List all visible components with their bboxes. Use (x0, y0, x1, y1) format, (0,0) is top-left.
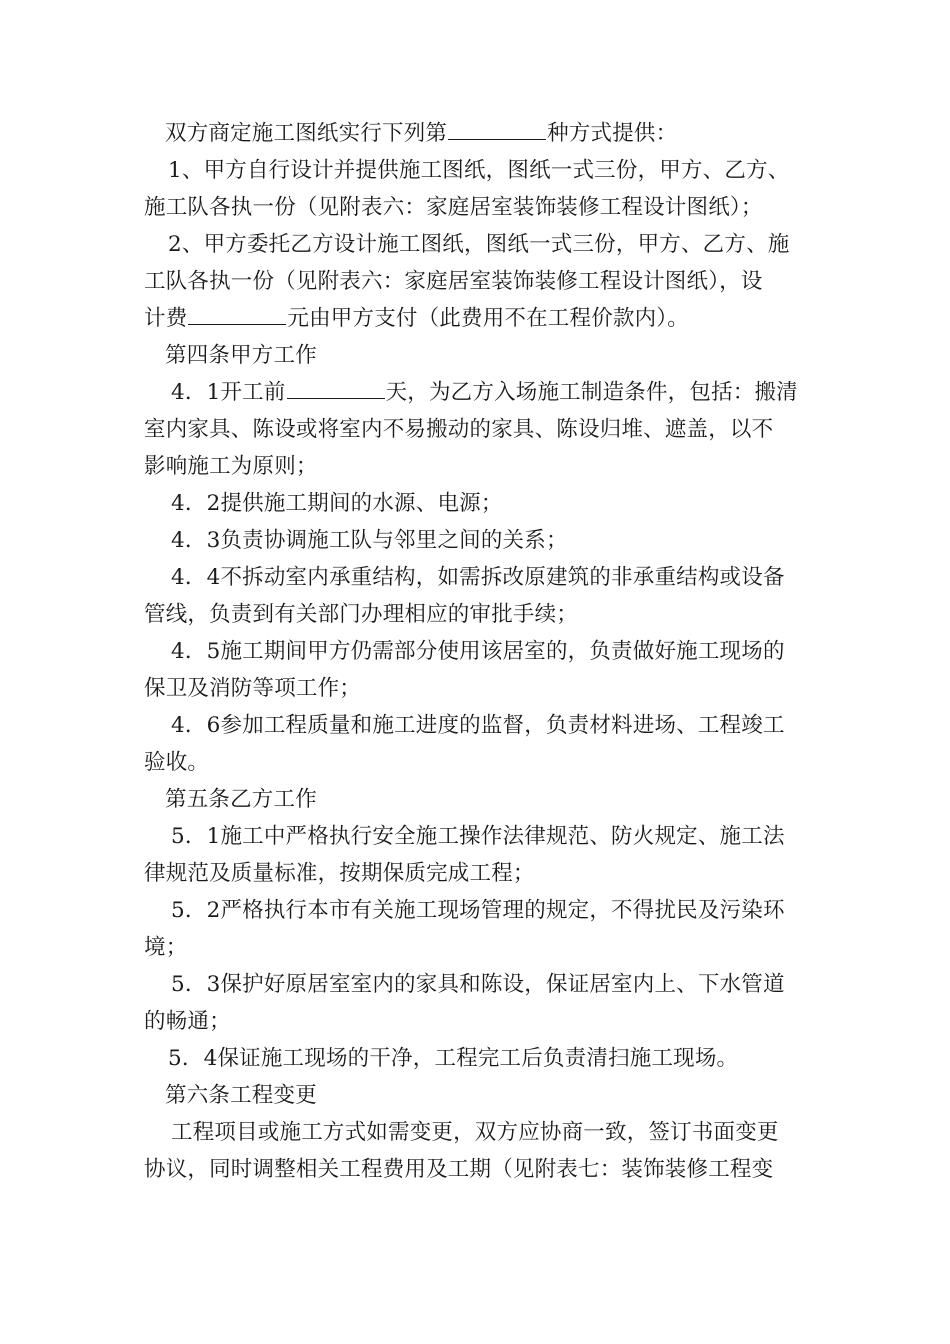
text-line: 5．3保护好原居室室内的家具和陈设，保证居室内上、下水管道 (171, 972, 785, 997)
text-line: 5．4保证施工现场的干净，工程完工后负责清扫施工现场。 (168, 1046, 739, 1071)
text-line: 保卫及消防等项工作； (144, 676, 362, 701)
section-heading: 第四条甲方工作 (165, 343, 317, 368)
text-line: 4．2提供施工期间的水源、电源； (171, 491, 503, 516)
text-line (144, 300, 809, 337)
text-segment: 天，为乙方入场施工制造条件，包括：搬清 (385, 380, 798, 405)
text-segment: 计费 (144, 306, 188, 331)
fill-in-blank (188, 302, 286, 325)
fill-in-blank (287, 376, 385, 399)
text-line: 工队各执一份（见附表六：家庭居室装饰装修工程设计图纸），设 (144, 269, 763, 294)
text-segment: 元由甲方支付（此费用不在工程价款内）。 (287, 306, 689, 331)
text-line: 4．3负责协调施工队与邻里之间的关系； (171, 528, 568, 553)
document-page (144, 115, 809, 1188)
fill-in-blank (448, 117, 546, 140)
text-line: 协议，同时调整相关工程费用及工期（见附表七：装饰装修工程变 (144, 1157, 774, 1182)
text-line: 4．5施工期间甲方仍需部分使用该居室的，负责做好施工现场的 (171, 639, 785, 664)
text-line: 1、甲方自行设计并提供施工图纸，图纸一式三份，甲方、乙方、 (168, 158, 790, 183)
text-segment: 种方式提供： (547, 121, 678, 146)
text-line: 5．2严格执行本市有关施工现场管理的规定，不得扰民及污染环 (171, 898, 785, 923)
text-line: 施工队各执一份（见附表六：家庭居室装饰装修工程设计图纸）； (144, 195, 763, 220)
text-line: 4．6参加工程质量和施工进度的监督，负责材料进场、工程竣工 (171, 713, 785, 738)
text-line: 境； (144, 935, 188, 960)
text-line: 的畅通； (144, 1009, 231, 1034)
text-line: 4．4不拆动室内承重结构，如需拆改原建筑的非承重结构或设备 (171, 565, 785, 590)
text-segment: 4．1开工前 (171, 380, 286, 405)
text-line: 5．1施工中严格执行安全施工操作法律规范、防火规定、施工法 (171, 824, 785, 849)
text-line: 工程项目或施工方式如需变更，双方应协商一致，签订书面变更 (171, 1120, 779, 1145)
text-line: 律规范及质量标准，按期保质完成工程； (144, 861, 535, 886)
text-line (144, 374, 809, 411)
text-segment: 双方商定施工图纸实行下列第 (165, 121, 448, 146)
section-heading: 第六条工程变更 (165, 1083, 317, 1108)
text-line: 2、甲方委托乙方设计施工图纸，图纸一式三份，甲方、乙方、施 (168, 232, 790, 257)
text-line: 验收。 (144, 750, 210, 775)
text-line: 室内家具、陈设或将室内不易搬动的家具、陈设归堆、遮盖，以不 (144, 417, 774, 442)
text-line: 管线，负责到有关部门办理相应的审批手续； (144, 602, 579, 627)
text-line (144, 115, 809, 152)
section-heading: 第五条乙方工作 (165, 787, 317, 812)
text-line: 影响施工为原则； (144, 454, 318, 479)
